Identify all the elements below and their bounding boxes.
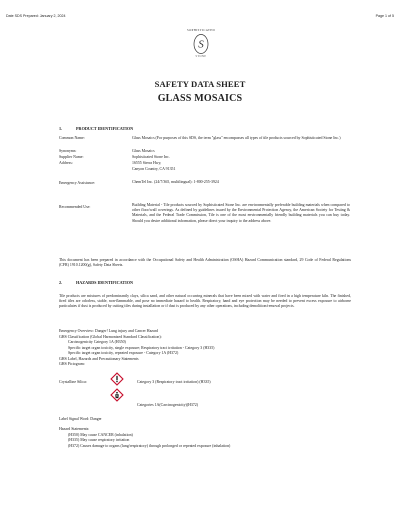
address-line-1: 16555 Sierra Hwy, xyxy=(132,161,162,165)
address-label: Address: xyxy=(59,161,73,165)
supplier-value: Sophisticated Stone Inc. xyxy=(132,155,170,159)
hazard-statement-h372: (H372) Causes damage to organs (lung/respiratory) through prolonged or repeated exposure (inhalation) xyxy=(68,443,231,448)
recommended-use-value: Building Material - Tile products sourced by Sophisticated Stone Inc. are environmentally preferable building materials when compared to other floor/wall coverings. As defined by guidelines issued by the Environmental Protection Agency, the American Society for Testing & Materials, and the Federal Trade Commission, Tile is one of the most environmentally friendly building materials you can buy today. Should you desire additional information, please direct your inquiry to the address above. xyxy=(132,203,350,223)
signal-word: Label Signal Word: Danger xyxy=(59,417,102,421)
synonyms-value: Glass Mosaics xyxy=(132,149,155,153)
logo-emblem-icon xyxy=(193,33,209,55)
category-1a-text: Categories 1A(Carcinogenicity)(H372) xyxy=(137,403,199,407)
crystalline-silica-label: Crystalline Silica: xyxy=(59,380,87,384)
section-2-number: 2. xyxy=(59,280,63,285)
emergency-value: ChemTel Inc. (24/7/365, multilingual): 1-800-255-3924 xyxy=(132,180,219,184)
product-title: GLASS MOSAICS xyxy=(157,93,243,104)
emergency-label: Emergency Assistance: xyxy=(59,181,96,185)
svg-text:S: S xyxy=(198,38,204,51)
supplier-label: Supplier Name: xyxy=(59,155,84,159)
synonyms-label: Synonyms: xyxy=(59,149,77,153)
carcinogenicity: Carcinogenicity Category 1A (H350) xyxy=(68,340,126,344)
logo-top-text: SOPHISTICATED xyxy=(187,28,216,32)
section-1-heading xyxy=(59,126,133,131)
hazard-statement-h335: (H335) May cause respiratory irritation xyxy=(68,438,130,442)
hazard-statements-label: Hazard Statements: xyxy=(59,427,90,431)
section-2-heading xyxy=(59,280,133,285)
stot-single-exposure: Specific target organ toxicity, single exposure; Respiratory tract irritation - Category 3 (H335) xyxy=(68,345,215,350)
ghs-pictogram-label: GHS Pictogram: xyxy=(59,362,85,366)
stot-repeated-exposure: Specific target organ toxicity, repeated exposure - Category 1A (H372) xyxy=(68,351,179,355)
osha-note: This document has been prepared in accordance with the Occupational Safety and Health Administration (OSHA) Hazard Communication standard, 29 Code of Federal Regulations (CFR) 1910.1200(g), Safety Data Sheets. xyxy=(59,258,351,268)
common-name-label: Common Name: xyxy=(59,136,85,140)
company-logo xyxy=(187,28,215,59)
section-2-title: HAZARDS IDENTIFICATION xyxy=(76,280,134,285)
hazard-statement-h350: (H350) May cause CANCER (inhalation) xyxy=(68,432,133,437)
date-prepared: Date SDS Prepared: January 2, 2024 xyxy=(6,14,66,18)
emergency-overview: Emergency Overview: Danger! Lung injury and Cancer Hazard xyxy=(59,329,158,333)
category-3-text: Category 3 (Respiratory tract irritation) (H335) xyxy=(137,380,211,384)
page-number: Page 1 of 5 xyxy=(375,14,394,18)
document-title: SAFETY DATA SHEET xyxy=(154,79,246,89)
health-hazard-pictogram-icon xyxy=(110,388,124,402)
common-name-value: Glass Mosaics (For purposes of this SDS, the term "glass" encompasses all types of tile products sourced by Sophisticated Stone Inc.) xyxy=(132,136,341,140)
ghs-label-heading: GHS Label, Hazards and Precautionary Statements xyxy=(59,356,139,361)
recommended-use-label: Recommended Use: xyxy=(59,205,91,209)
exclamation-pictogram-icon xyxy=(110,372,124,386)
logo-bottom-text: STONE xyxy=(195,55,207,58)
hazards-intro: Tile products are mixtures of predominantly clays, silica sand, and other natural occurring minerals that have been mixed with water and fired in a high temperature kiln. The finished, fired tiles are odorless, stable, non-flammable, and pose no immediate hazard to health. Respiratory, hand and eye protection may be needed to prevent excess exposure to airborne particulates if dust is produced by cutting tiles during installation or if dust is produced by any other operations, including demolition/removal projects. xyxy=(59,294,351,309)
section-1-number: 1. xyxy=(59,126,63,131)
address-line-2: Canyon Country, CA 91351 xyxy=(132,167,176,171)
section-1-title: PRODUCT IDENTIFICATION xyxy=(76,126,134,131)
ghs-classification: GHS Classification (Global Harmonized Standard Classification): xyxy=(59,334,162,339)
